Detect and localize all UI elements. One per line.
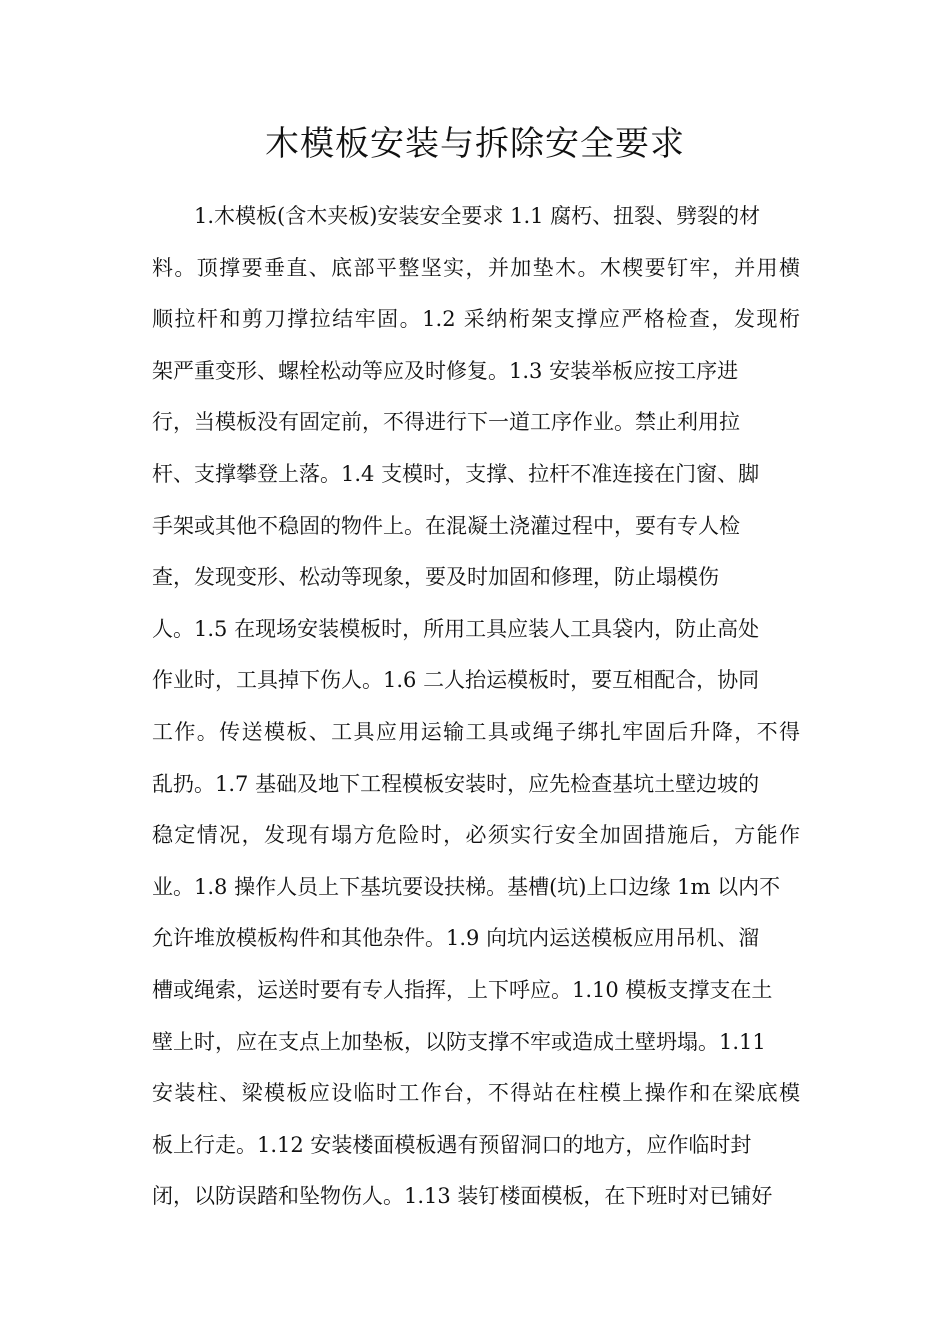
body-line: 槽或绳索，运送时要有专人指挥，上下呼应。1.10 模板支撑支在土 (152, 977, 773, 1002)
body-line: 闭，以防误踏和坠物伤人。1.13 装钉楼面模板，在下班时对已铺好 (152, 1184, 773, 1209)
body-line: 杆、支撑攀登上落。1.4 支模时，支撑、拉杆不准连接在门窗、脚 (152, 461, 760, 486)
body-line: 行，当模板没有固定前，不得进行下一道工序作业。禁止利用拉 (152, 410, 740, 435)
document-body (152, 191, 800, 1223)
body-line: 稳定情况，发现有塌方危险时，必须实行安全加固措施后，方能作 (152, 823, 800, 848)
body-line: 手架或其他不稳固的物件上。在混凝土浇灌过程中，要有专人检 (152, 513, 740, 538)
body-line: 工作。传送模板、工具应用运输工具或绳子绑扎牢固后升降，不得 (152, 719, 800, 744)
body-line: 人。1.5 在现场安装模板时，所用工具应装人工具袋内，防止高处 (152, 616, 760, 641)
body-line: 料。顶撑要垂直、底部平整坚实，并加垫木。木楔要钉牢，并用横 (152, 255, 800, 280)
body-line: 安装柱、梁模板应设临时工作台，不得站在柱模上操作和在梁底模 (152, 1081, 800, 1106)
body-line: 架严重变形、螺栓松动等应及时修复。1.3 安装举板应按工序进 (152, 358, 739, 383)
body-line: 乱扔。1.7 基础及地下工程模板安装时，应先检查基坑土壁边坡的 (152, 771, 760, 796)
body-line: 1.木模板(含木夹板)安装安全要求 1.1 腐朽、扭裂、劈裂的材 (194, 204, 761, 228)
body-line: 查，发现变形、松动等现象，要及时加固和修理，防止塌模伤 (152, 565, 719, 590)
body-line: 业。1.8 操作人员上下基坑要设扶梯。基槽(坑)上口边缘 1m 以内不 (152, 874, 781, 899)
body-line: 壁上时，应在支点上加垫板，以防支撑不牢或造成土壁坍塌。1.11 (152, 1029, 766, 1054)
body-line: 顺拉杆和剪刀撑拉结牢固。1.2 采纳桁架支撑应严格检查，发现桁 (152, 307, 800, 332)
body-line: 板上行走。1.12 安装楼面模板遇有预留洞口的地方，应作临时封 (152, 1132, 752, 1157)
body-line: 允许堆放模板构件和其他杂件。1.9 向坑内运送模板应用吊机、溜 (152, 926, 760, 951)
body-line: 作业时，工具掉下伤人。1.6 二人抬运模板时，要互相配合，协同 (152, 668, 760, 693)
document-title: 木模板安装与拆除安全要求 (265, 124, 685, 164)
